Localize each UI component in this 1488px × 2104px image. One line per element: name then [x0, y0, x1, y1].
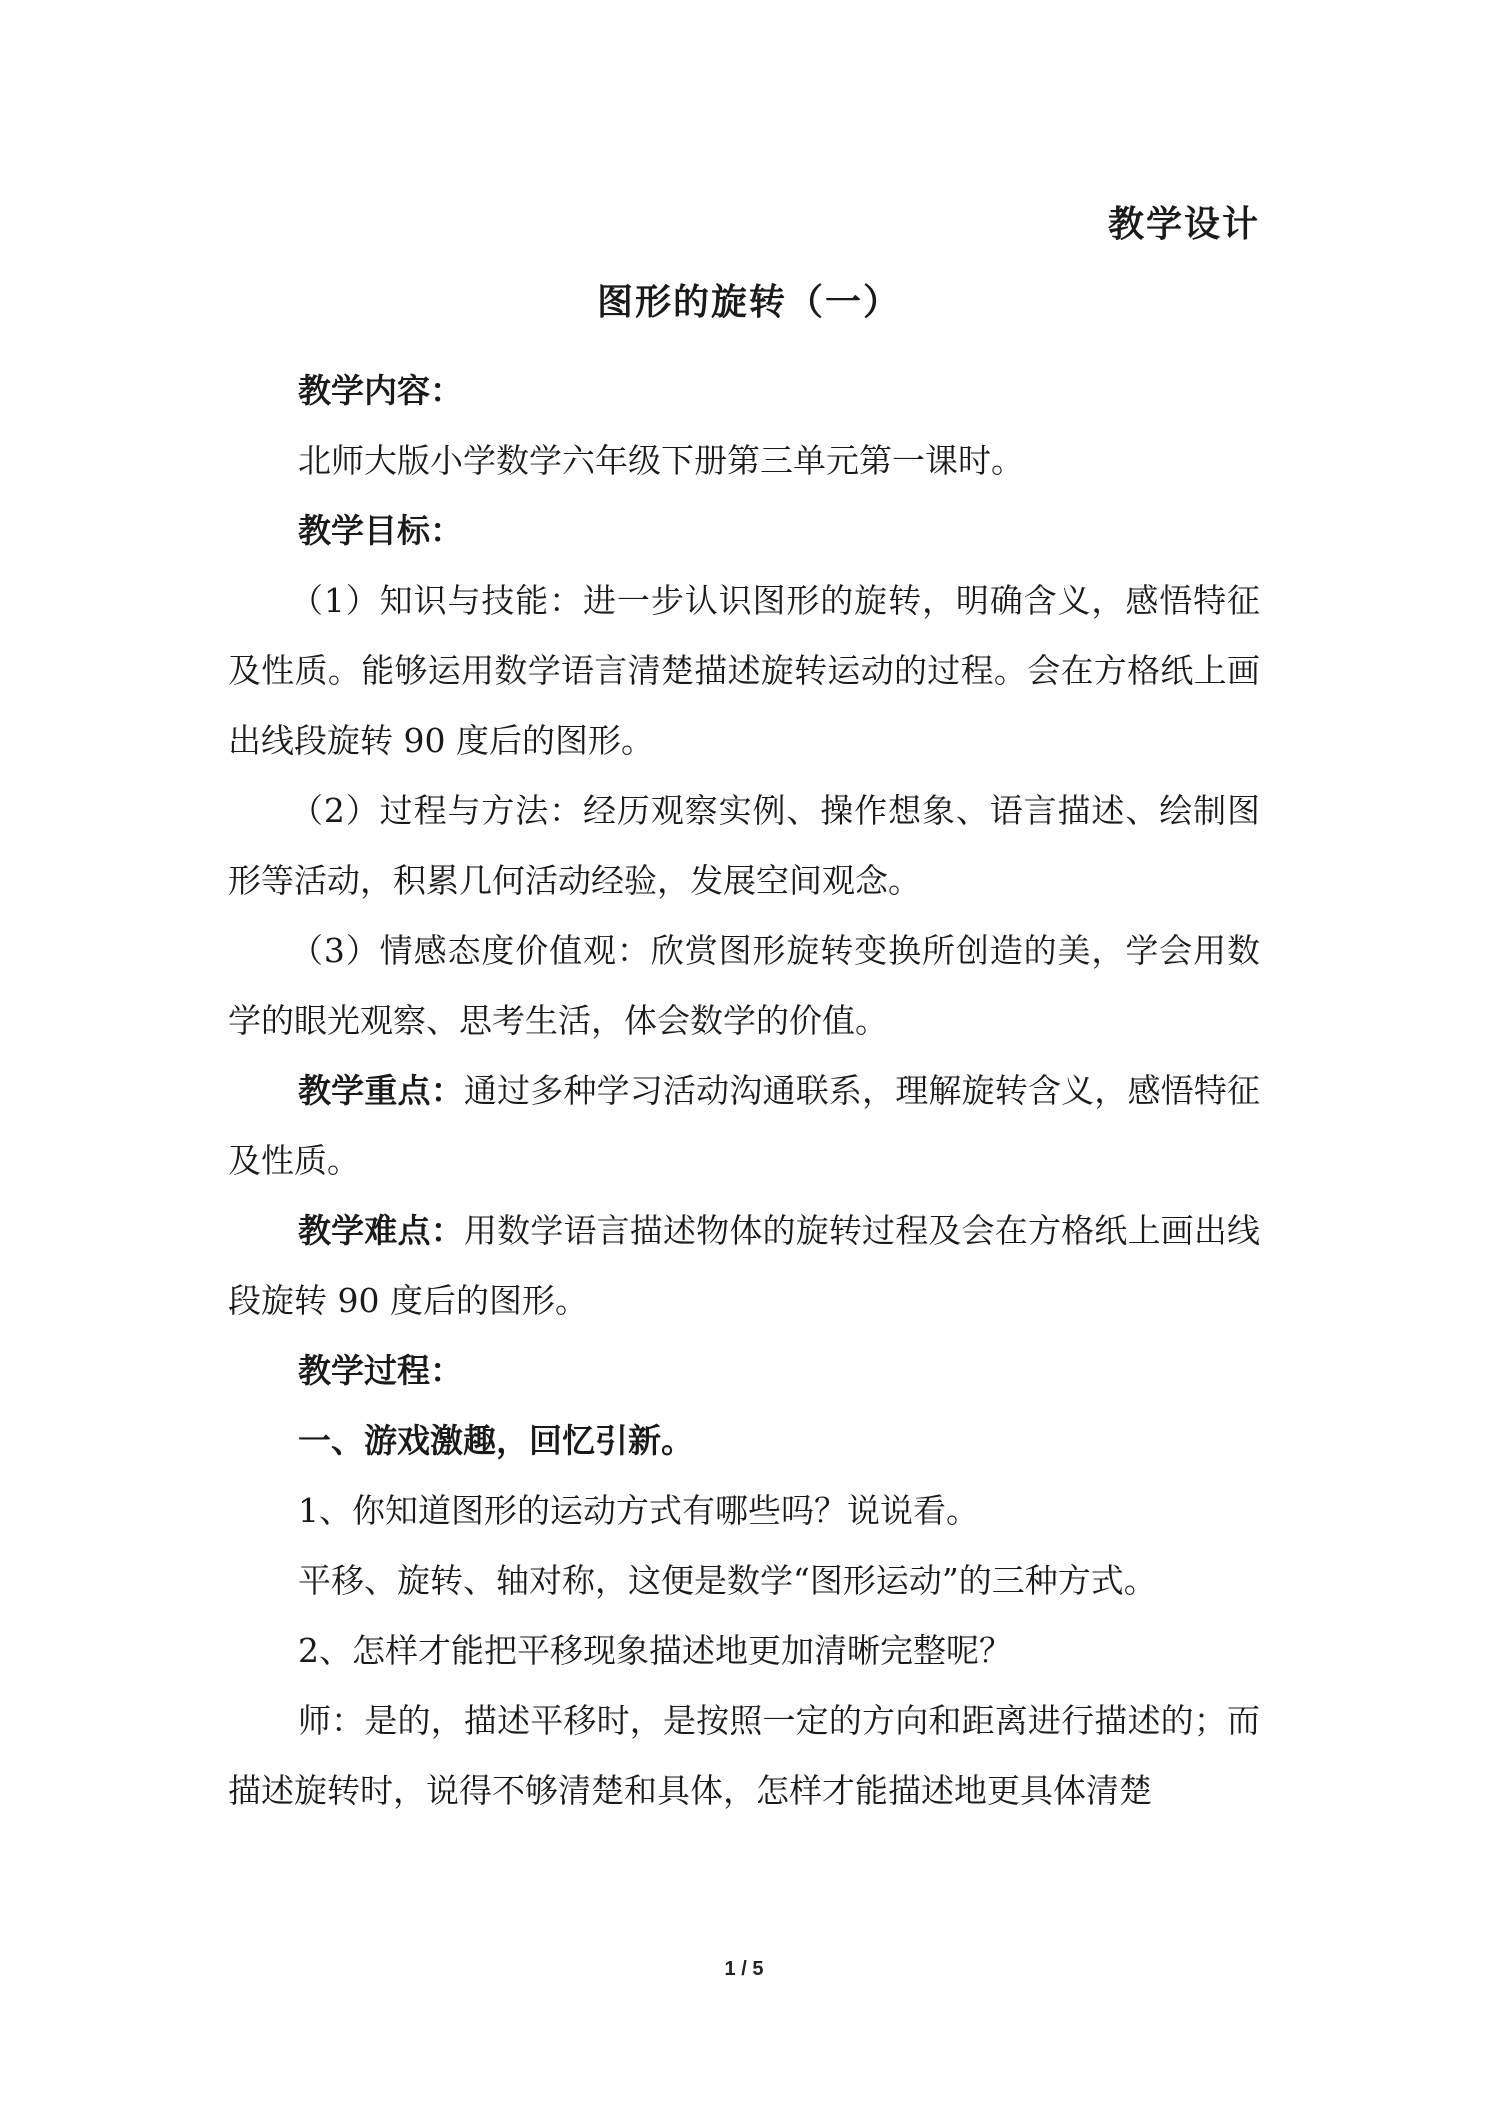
key-point-label: 教学重点：: [298, 1071, 464, 1110]
content-heading: 教学内容：: [298, 371, 463, 410]
part-1-heading: 一、游戏激趣，回忆引新。: [298, 1421, 694, 1460]
goals-heading: 教学目标：: [298, 511, 463, 550]
document-title: 图形的旋转（一）: [596, 281, 901, 323]
document-body: [228, 356, 1260, 1826]
content-text: 北师大版小学数学六年级下册第三单元第一课时。: [298, 441, 1024, 480]
process-heading: 教学过程：: [298, 1351, 463, 1390]
difficulty-text: 用数学语言描述物体的旋转过程及会在方格纸上画出线段旋转 90 度后的图形。: [228, 1211, 1261, 1320]
difficulty-paragraph: [228, 1196, 1260, 1336]
goal-1: （1）知识与技能：进一步认识图形的旋转，明确含义，感悟特征及性质。能够运用数学语言清楚描述旋转运动的过程。会在方格纸上画出线段旋转 90 度后的图形。: [228, 581, 1260, 760]
header-label: 教学设计: [1107, 203, 1260, 245]
item-1-answer: 平移、旋转、轴对称，这便是数学“图形运动”的三种方式。: [298, 1561, 1157, 1600]
teacher-text: 师：是的，描述平移时，是按照一定的方向和距离进行描述的；而描述旋转时，说得不够清楚和具体，怎样才能描述地更具体清楚: [228, 1701, 1260, 1810]
goal-3: （3）情感态度价值观：欣赏图形旋转变换所创造的美，学会用数学的眼光观察、思考生活，体会数学的价值。: [228, 931, 1260, 1040]
item-2: 2、怎样才能把平移现象描述地更加清晰完整呢？: [298, 1631, 1012, 1670]
difficulty-label: 教学难点：: [298, 1211, 464, 1250]
key-point-text: 通过多种学习活动沟通联系，理解旋转含义，感悟特征及性质。: [228, 1071, 1261, 1180]
key-point-paragraph: [228, 1056, 1260, 1196]
goal-2: （2）过程与方法：经历观察实例、操作想象、语言描述、绘制图形等活动，积累几何活动经验，发展空间观念。: [228, 791, 1260, 900]
page-number: 1 / 5: [724, 1958, 764, 1980]
item-1: 1、你知道图形的运动方式有哪些吗？说说看。: [298, 1491, 979, 1530]
